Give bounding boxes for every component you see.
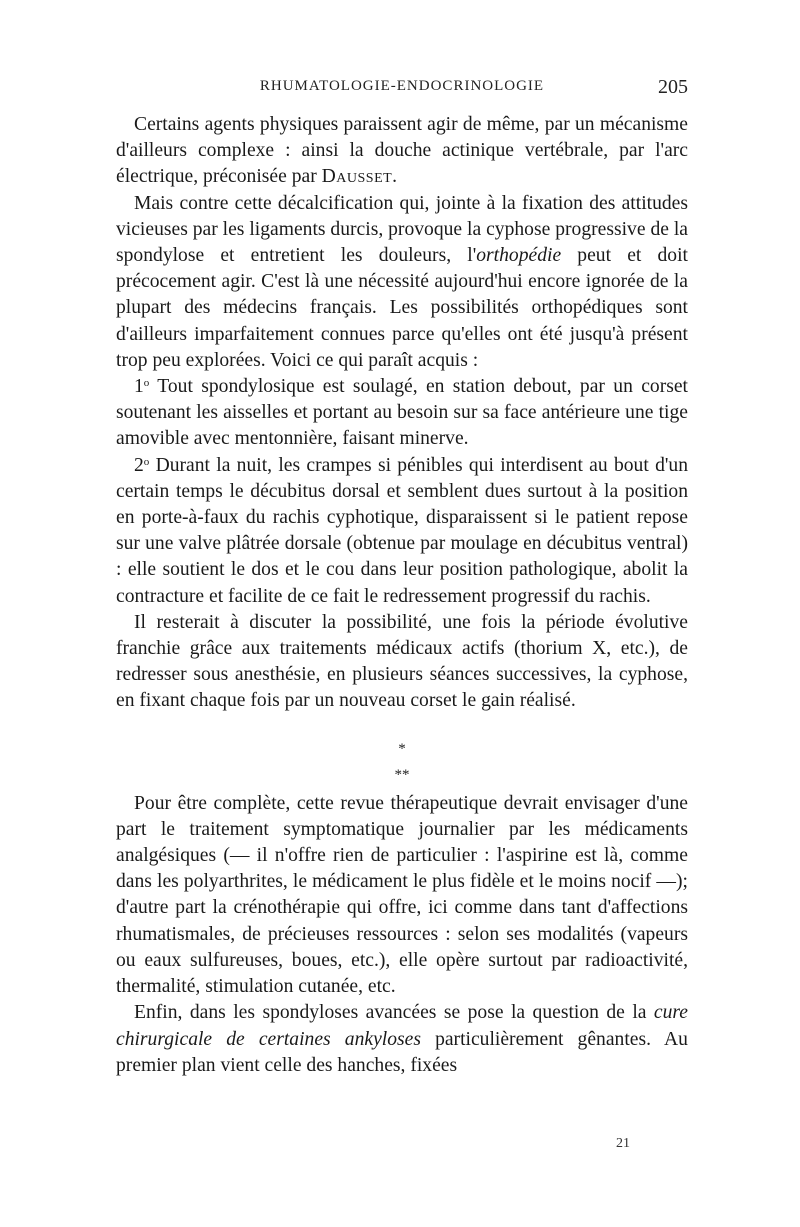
paragraph-text: peut et doit précocement agir. C'est là une nécessité aujourd'hui encore ignorée de la plupart des médecins français. Les possibilités orthopédiques sont d'ailleurs imparfaitement connues parce qu'elles ont été jusqu'à présent trop peu explorées. Voici ce qui paraît acquis :: [116, 245, 688, 371]
paragraph-text: Tout spondylosique est soulagé, en station debout, par un corset soutenant les aisselles et portant au besoin sur sa face antérieure une tige amovible avec mentonnière, faisant minerve.: [116, 376, 688, 450]
paragraph-text: particulièrement gênantes. Au premier plan vient celle des hanches, fixées: [116, 1028, 688, 1076]
paragraph-surgical-cure: [116, 1000, 688, 1079]
paragraph-text: Enfin, dans les spondyloses avancées se pose la question de la: [134, 1002, 654, 1024]
list-number: 1: [134, 376, 144, 398]
paragraph-text: Pour être complète, cette revue thérapeutique devrait envisager d'une part le traitement symptomatique journalier par les médicaments analgésiques (— il n'offre rien de particulier : l'aspirine est là, comme dans les polyarthrites, le médicament le plus fidèle et le moins nocif —); d'autre part la crénothérapie qui offre, ici comme dans tant d'affections rhumatismales, de précieuses ressources : selon ses modalités (vapeurs ou eaux sulfureuses, boues, etc.), elle opère surtout par radioactivité, thermalité, stimulation cutanée, etc.: [116, 792, 688, 998]
italic-term: cure chirurgicale de certaines ankyloses: [116, 1002, 688, 1050]
signature-mark: 21: [616, 1136, 630, 1151]
paragraph-orthopedics: [116, 191, 688, 374]
paragraph-text: .: [392, 166, 398, 188]
body-text: [116, 112, 688, 1079]
paragraph-text: Durant la nuit, les crampes si pénibles qui interdisent au bout d'un certain temps le décubitus dorsal et semblent dues surtout à la position en porte-à-faux du rachis cyphotique, disparaissent si le patient repose sur une valve plâtrée dorsale (obtenue par moulage en décubitus ventral) : elle soutient le dos et le cou dans leur position pathologique, abolit la contracture et facilite de ce fait le redressement progressif du rachis.: [116, 454, 688, 607]
paragraph-text: Certains agents physiques paraissent agir de même, par un mécanisme d'ailleurs complexe : ainsi la douche actinique vertébrale, par l'arc électrique, préconisée par: [116, 114, 688, 188]
paragraph-surgery-discussion: [116, 610, 688, 715]
paragraph-therapeutic-review: [116, 791, 688, 1001]
ordinal-marker: o: [143, 377, 150, 390]
author-name: Dausset: [321, 166, 393, 188]
asterism-top: *: [398, 740, 406, 757]
paragraph-physical-agents: [116, 112, 688, 191]
asterism-divider: [116, 735, 688, 783]
paragraph-text: Mais contre cette décalcification qui, jointe à la fixation des attitudes vicieuses par les ligaments durcis, provoque la cyphose progressive de la spondylose et entretient les douleurs, l': [116, 192, 688, 267]
asterism-bottom: **: [394, 766, 410, 783]
list-number: 2: [134, 454, 144, 476]
italic-term: orthopédie: [476, 245, 562, 267]
ordinal-marker: o: [143, 455, 150, 468]
running-title: RHUMATOLOGIE-ENDOCRINOLOGIE: [259, 78, 545, 94]
list-item-1: [116, 374, 688, 453]
running-head: [116, 78, 688, 102]
page-number: 205: [658, 76, 688, 98]
list-item-2: [116, 453, 688, 610]
paragraph-text: Il resterait à discuter la possibilité, une fois la période évolutive franchie grâce aux traitements médicaux actifs (thorium X, etc.), de redresser sous anesthésie, en plusieurs séances successives, la cyphose, en fixant chaque fois par un nouveau corset le gain réalisé.: [116, 611, 688, 712]
